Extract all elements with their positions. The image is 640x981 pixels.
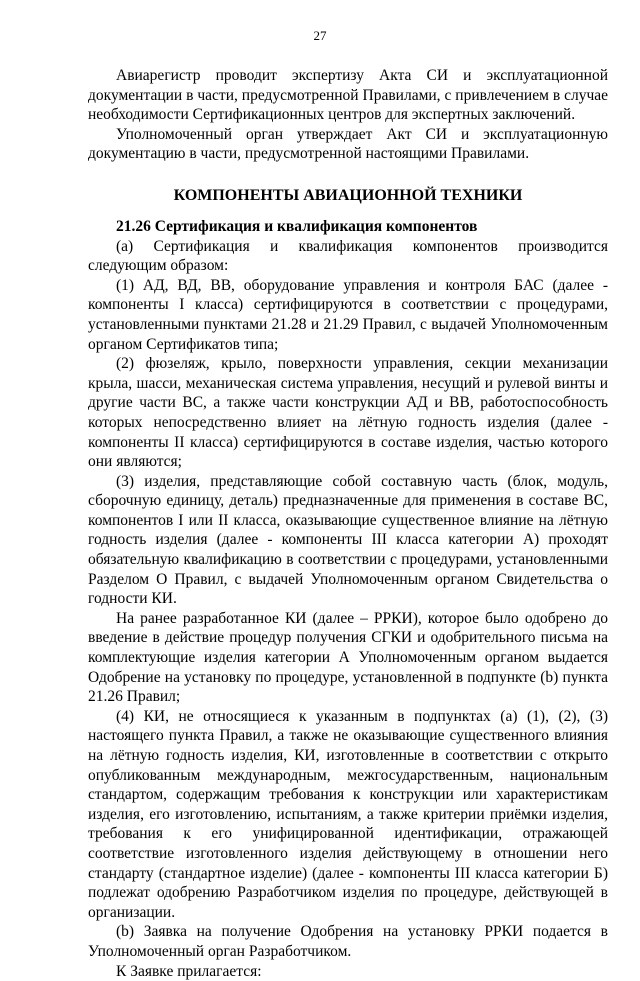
paragraph-b: (b) Заявка на получение Одобрения на установку РРКИ подается в Уполномоченный орган Разработчиком. [88, 923, 608, 960]
intro-paragraph-1: Авиарегистр проводит экспертизу Акта СИ и эксплуатационной документации в части, предусмотренной Правилами, с привлечением в случае необходимости Сертификационных центров для экспертных заключений. [88, 67, 608, 124]
paragraph-a3: (3) изделия, представляющие собой составную часть (блок, модуль, сборочную единицу, деталь) предназначенные для применения в составе ВС, компонентов I или II класса, оказывающие существенное влияние на лётную годность изделия (далее - компоненты III класса категории А) проходят обязательную квалификацию в соответствии с процедурами, установленными Разделом О Правил, с выдачей Уполномоченным органом Свидетельства о годности КИ. [88, 472, 608, 608]
paragraph-rrki: На ранее разработанное КИ (далее – РРКИ), которое было одобрено до введение в действие процедур получения СГКИ и одобрительного письма на комплектующие изделия категории А Уполномоченным органом выдается Одобрение на установку по процедуре, установленной в подпункте (b) пункта 21.26 Правил; [88, 609, 608, 706]
section-title: КОМПОНЕНТЫ АВИАЦИОННОЙ ТЕХНИКИ [173, 186, 523, 204]
paragraph-attachments: К Заявке прилагается: [116, 962, 262, 980]
page-content [88, 66, 608, 981]
paragraph-a: (а) Сертификация и квалификация компонентов производится следующим образом: [88, 237, 608, 275]
paragraph-a2: (2) фюзеляж, крыло, поверхности управления, секции механизации крыла, шасси, механическая система управления, несущий и рулевой винты и другие части ВС, а также части конструкции АД и ВВ, работоспособность которых непосредственно влияет на лётную годность изделия (далее - компоненты II класса) сертифицируются в составе изделия, частью которого они являются; [88, 355, 608, 471]
page-number: 27 [313, 28, 327, 43]
subsection-title: 21.26 Сертификация и квалификация компонентов [116, 217, 478, 235]
paragraph-a1: (1) АД, ВД, ВВ, оборудование управления и контроля БАС (далее - компоненты I класса) сертифицируются в соответствии с процедурами, установленными пунктами 21.28 и 21.29 Правил, с выдачей Уполномоченным органом Сертификатов типа; [88, 276, 608, 353]
paragraph-a4: (4) КИ, не относящиеся к указанным в подпунктах (а) (1), (2), (3) настоящего пункта Правил, а также не оказывающие существенного влияния на лётную годность изделия, КИ, изготовленные в соответствии с открыто опубликованным международным, межгосударственным, национальным стандартом, содержащим требования к конструкции или характеристикам изделия, его изготовлению, испытаниям, а также критерии приёмки изделия, требования к его унифицированной идентификации, отражающей соответствие изготовленного изделия действующему в отношении него стандарту (стандартное изделие) (далее - компоненты III класса категории Б) подлежат одобрению Разработчиком изделия по процедуре, действующей в организации. [88, 707, 608, 921]
intro-paragraph-2: Уполномоченный орган утверждает Акт СИ и эксплуатационную документацию в части, предусмотренной настоящими Правилами. [88, 125, 608, 163]
